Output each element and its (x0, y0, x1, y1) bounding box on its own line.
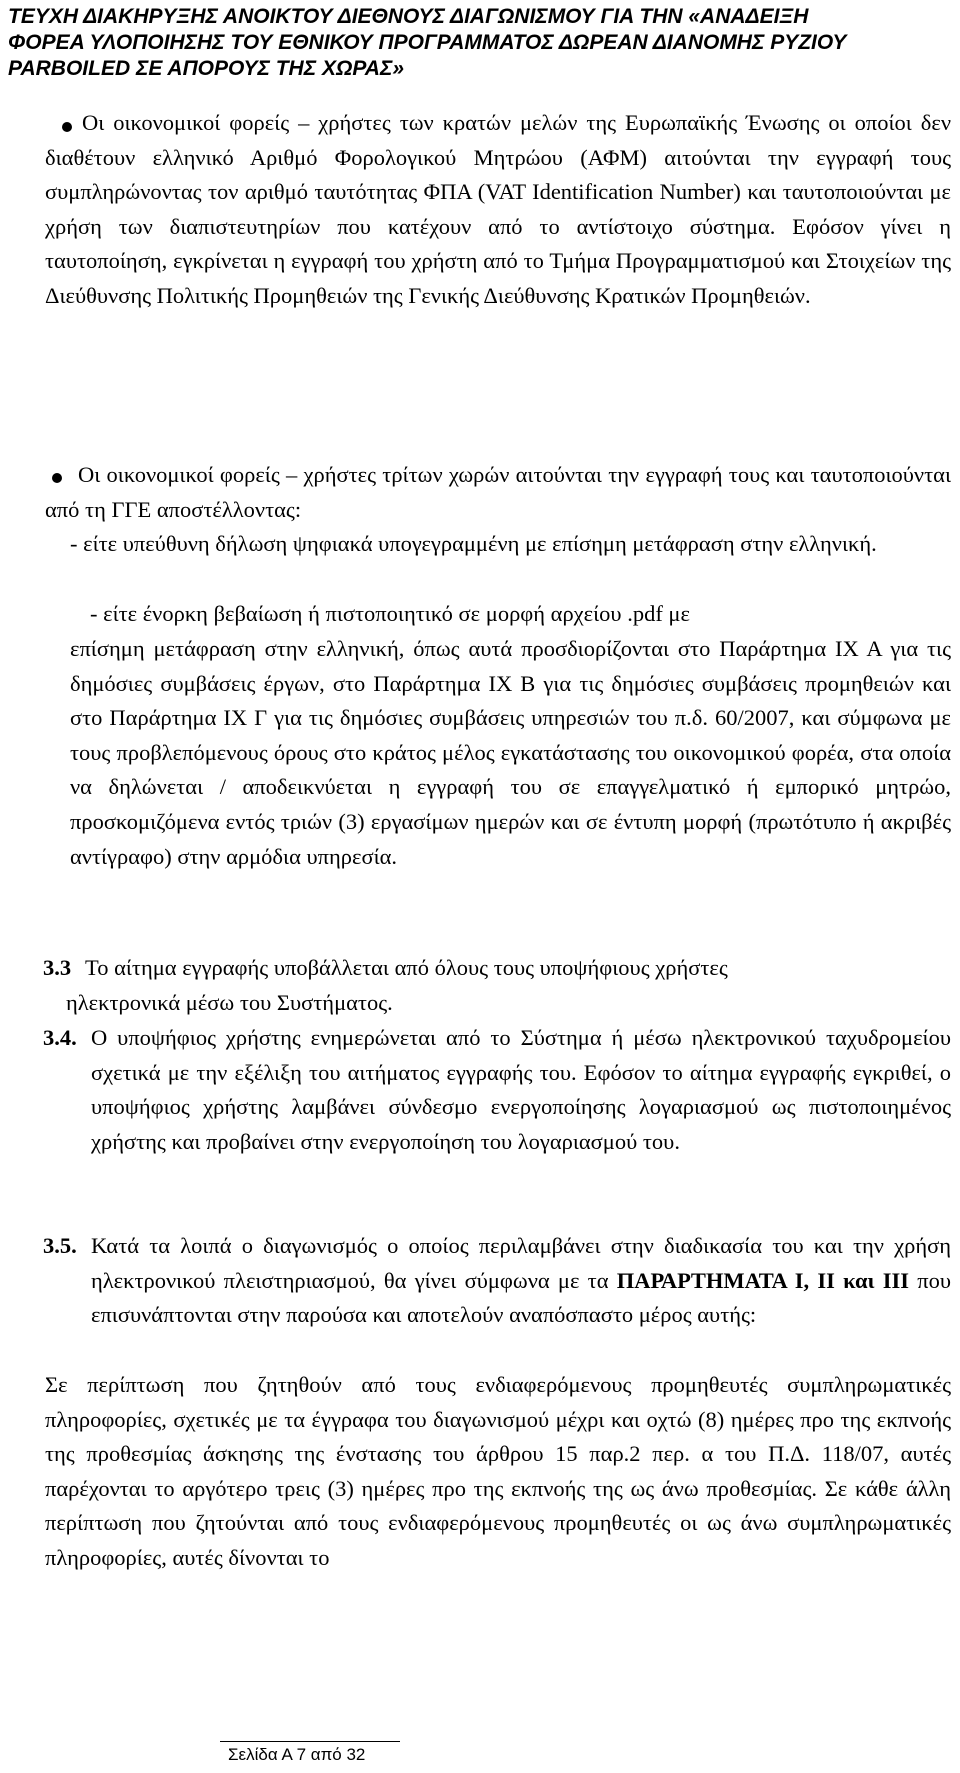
page-number: Σελίδα Α 7 από 32 (228, 1745, 366, 1764)
section-number-3-4: 3.4. (43, 1025, 77, 1050)
bullet-paragraph-2: Οι οικονομικοί φορείς – χρήστες τρίτων χωρών αιτούνται την εγγραφή τους και ταυτοποιούνται από τη ΓΓΕ αποστέλλοντας: (45, 462, 951, 522)
section-3-5-tail: που επισυνάπτονται στην παρούσα και αποτελούν αναπόσπαστο μέρος αυτής: (91, 1267, 951, 1328)
dash-item-1: - είτε υπεύθυνη δήλωση ψηφιακά υπογεγραμμένη με επίσημη μετάφραση στην ελληνική. (70, 531, 877, 556)
footer-divider (220, 1741, 400, 1742)
dash-item-2-first-line: - είτε ένορκη βεβαίωση ή πιστοποιητικό σε μορφή αρχείου .pdf με (90, 601, 690, 626)
section-number-3-5: 3.5. (43, 1233, 77, 1258)
header-line-1: ΤΕΥΧΗ ΔΙΑΚΗΡΥΞΗΣ ΑΝΟΙΚΤΟΥ ΔΙΕΘΝΟΥΣ ΔΙΑΓΩΝΙΣΜΟΥ ΓΙΑ ΤΗΝ «ΑΝΑΔΕΙΞΗ (8, 5, 809, 28)
bullet-paragraph-1: Οι οικονομικοί φορείς – χρήστες των κρατών μελών της Ευρωπαϊκής Ένωσης οι οποίοι δεν διαθέτουν ελληνικό Αριθμό Φορολογικού Μητρώου (ΑΦΜ) αιτούνται την εγγραφή τους συμπληρώνοντας τον αριθμό ταυτότητας ΦΠΑ (VAT Identification Number) και ταυτοποιούνται με χρήση των διαπιστευτηρίων που κατέχουν από το αντίστοιχο σύστημα. Εφόσον γίνει η ταυτοποίηση, εγκρίνεται η εγγραφή του χρήστη από το Τμήμα Προγραμματισμού και Στοιχείων της Διεύθυνσης Πολιτικής Προμηθειών της Γενικής Διεύθυνσης Κρατικών Προμηθειών. (45, 110, 951, 308)
annexes-reference: ΠΑΡΑΡΤΗΜΑΤΑ Ι, ΙΙ και ΙΙΙ (616, 1267, 910, 1293)
section-3-5-text (91, 1229, 951, 1333)
section-3-4-text: Ο υποψήφιος χρήστης ενημερώνεται από το Σύστημα ή μέσω ηλεκτρονικού ταχυδρομείου σχετικά με την εξέλιξη του αιτήματος εγγραφής του. Εφόσον το αίτημα εγγραφής εγκριθεί, ο υποψήφιος χρήστης λαμβάνει σύνδεσμο ενεργοποίησης λογαριασμού ως πιστοποιημένος χρήστης και προβαίνει στην ενεργοποίηση του λογαριασμού του. (91, 1025, 951, 1154)
closing-paragraph: Σε περίπτωση που ζητηθούν από τους ενδιαφερόμενους προμηθευτές συμπληρωματικές πληροφορίες, σχετικές με τα έγγραφα του διαγωνισμού μέχρι και οχτώ (8) ημέρες προ της εκπνοής της προθεσμίας άσκησης της ένστασης του άρθρου 15 παρ.2 περ. α του Π.Δ. 118/07, αυτές παρέχονται το αργότερο τρεις (3) ημέρες προ της εκπνοής της ως άνω προθεσμίας. Σε κάθε άλλη περίπτωση που ζητούνται από τους ενδιαφερόμενους προμηθευτές οι ως άνω συμπληρωματικές πληροφορίες, αυτές δίνονται το (45, 1372, 951, 1570)
document-header (8, 4, 952, 82)
section-3-5-lead: Κατά τα λοιπά ο διαγωνισμός ο οποίος περιλαμβάνει στην διαδικασία του και την χρήση ηλεκτρονικού πλειστηριασμού, θα γίνει σύμφωνα με τα (91, 1233, 951, 1293)
section-3-3-first-line: Το αίτημα εγγραφής υποβάλλεται από όλους τους υποψήφιους χρήστες (85, 955, 728, 980)
header-line-2: ΦΟΡΕΑ ΥΛΟΠΟΙΗΣΗΣ ΤΟΥ ΕΘΝΙΚΟΥ ΠΡΟΓΡΑΜΜΑΤΟΣ ΔΩΡΕΑΝ ΔΙΑΝΟΜΗΣ ΡΥΖΙΟΥ (8, 31, 847, 54)
header-line-3: PARBOILED ΣΕ ΑΠΟΡΟΥΣ ΤΗΣ ΧΩΡΑΣ» (8, 57, 405, 80)
section-3-3-text: ηλεκτρονικά μέσω του Συστήματος. (66, 990, 393, 1015)
section-number-3-3: 3.3 (43, 955, 72, 980)
dash-item-2-text: επίσημη μετάφραση στην ελληνική, όπως αυτά προσδιορίζονται στο Παράρτημα ΙΧ Α για τις δημόσιες συμβάσεις έργων, στο Παράρτημα ΙΧ Β για τις δημόσιες συμβάσεις προμηθειών και στο Παράρτημα ΙΧ Γ για τις δημόσιες συμβάσεις υπηρεσιών του π.δ. 60/2007, και σύμφωνα με τους προβλεπόμενους όρους στο κράτος μέλος εγκατάστασης του οικονομικού φορέα, στα οποία να δηλώνεται / αποδεικνύεται η εγγραφή του σε επαγγελματικό ή εμπορικό μητρώο, προσκομιζόμενα εντός τριών (3) εργασίμων ημερών και σε έντυπη μορφή (πρωτότυπο ή ακριβές αντίγραφο) στην αρμόδια υπηρεσία. (70, 636, 951, 869)
